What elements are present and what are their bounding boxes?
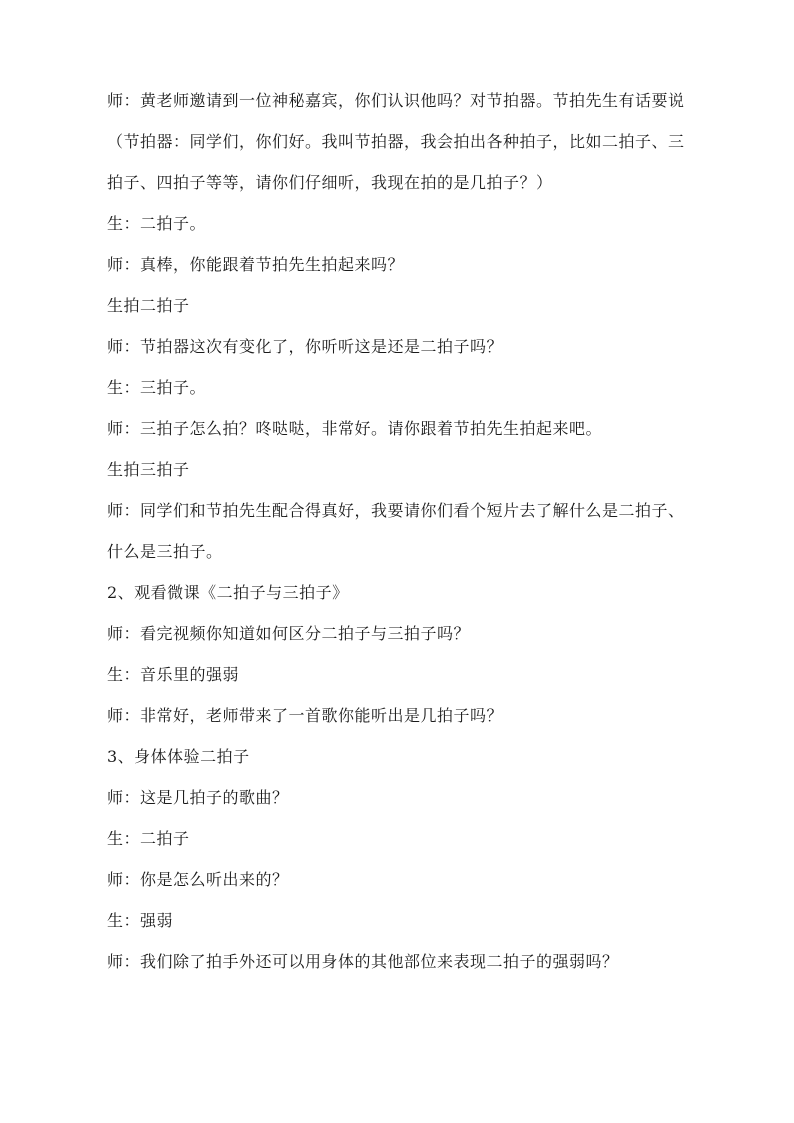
section-heading-2: 2、观看微课《二拍子与三拍子》 xyxy=(107,583,349,602)
paragraph-teacher-question: 师：非常好，老师带来了一首歌你能听出是几拍子吗？ xyxy=(107,706,504,725)
paragraph-teacher-question: 师：我们除了拍手外还可以用身体的其他部位来表现二拍子的强弱吗？ xyxy=(107,952,619,971)
paragraph-teacher-question: 师：你是怎么听出来的？ xyxy=(107,870,289,889)
document-body xyxy=(107,80,697,982)
paragraph-metronome-speech: （节拍器：同学们，你们好。我叫节拍器，我会拍出各种拍子，比如二拍子、三拍子、四拍子等等，请你们仔细听，我现在拍的是几拍子？） xyxy=(107,132,685,192)
paragraph-student-action: 生拍三拍子 xyxy=(107,460,190,479)
paragraph-student-answer: 生：强弱 xyxy=(107,911,174,930)
paragraph-student-answer: 生：音乐里的强弱 xyxy=(107,665,240,684)
paragraph-student-answer: 生：三拍子。 xyxy=(107,378,207,397)
paragraph-teacher-instruction: 师：三拍子怎么拍？咚哒哒，非常好。请你跟着节拍先生拍起来吧。 xyxy=(107,419,603,438)
paragraph-teacher-instruction: 师：同学们和节拍先生配合得真好，我要请你们看个短片去了解什么是二拍子、什么是三拍子。 xyxy=(107,501,685,561)
paragraph-teacher-question: 师：真棒，你能跟着节拍先生拍起来吗？ xyxy=(107,255,405,274)
paragraph-teacher-question: 师：这是几拍子的歌曲？ xyxy=(107,788,289,807)
paragraph-teacher-question: 师：节拍器这次有变化了，你听听这是还是二拍子吗？ xyxy=(107,337,504,356)
paragraph-teacher-question: 师：看完视频你知道如何区分二拍子与三拍子吗？ xyxy=(107,624,471,643)
paragraph-student-action: 生拍二拍子 xyxy=(107,296,190,315)
section-heading-3: 3、身体体验二拍子 xyxy=(107,747,250,766)
paragraph-teacher-intro: 师：黄老师邀请到一位神秘嘉宾，你们认识他吗？对节拍器。节拍先生有话要说 xyxy=(107,91,685,110)
paragraph-student-answer: 生：二拍子 xyxy=(107,829,190,848)
paragraph-student-answer: 生：二拍子。 xyxy=(107,214,207,233)
